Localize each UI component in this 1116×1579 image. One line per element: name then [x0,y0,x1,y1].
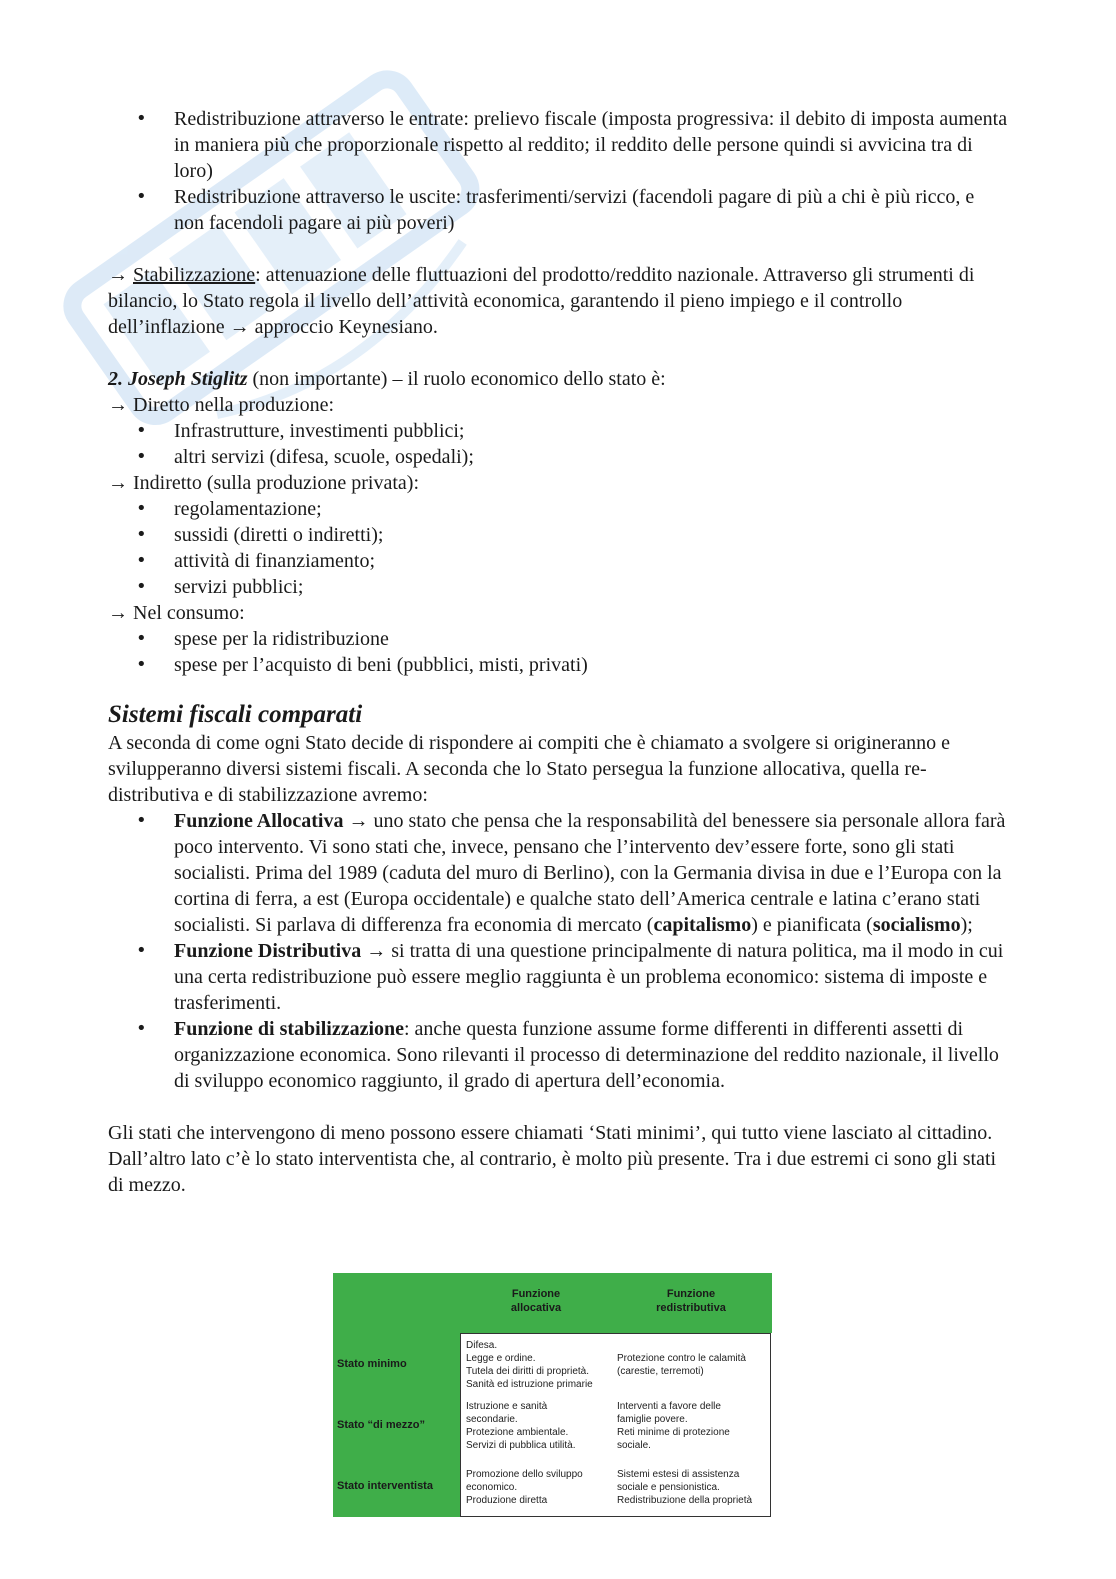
list-item [108,938,1008,1016]
funzione-allocativa-title: Funzione Allocativa [174,810,344,832]
list-item: • servizi pubblici; [108,574,1008,600]
stiglitz-rest: (non importante) – il ruolo economico dello stato è: [247,368,666,390]
list-item: • spese per la ridistribuzione [108,626,1008,652]
stabilizzazione-term: Stabilizzazione [133,264,256,286]
indiretto-list [108,496,1008,600]
stabilizzazione-text: : attenuazione delle fluttuazioni del prodotto/reddito nazionale. Attraverso gli strumenti di bilancio, lo Stato regola il livello dell’attività economica, garantendo il pieno impiego e il controllo dell’inflazione [108,264,975,338]
table-cell: Sistemi estesi di assistenza sociale e pensionistica. Redistribuzione della proprietà [617,1469,753,1506]
funzione-stabilizzazione-title: Funzione di stabilizzazione [174,1018,404,1040]
table-cell: Promozione dello sviluppo economico. Produzione diretta [466,1469,583,1506]
closing-paragraph: Gli stati che intervengono di meno possono essere chiamati ‘Stati minimi’, qui tutto viene lasciato al cittadino. Dall’altro lato c’è lo stato interventista che, al contrario, è molto più presente. Tra i due estremi ci sono gli stati di mezzo. [108,1122,997,1196]
row-header-stato-di-mezzo: Stato “di mezzo” [337,1419,426,1431]
list-item: • Redistribuzione attraverso le entrate: prelievo fiscale (imposta progressiva: il debito di imposta aumenta in maniera più che proporzionale rispetto al reddito; il reddito delle persone quindi si avvicina tra di loro) [108,106,1008,184]
stiglitz-title: 2. Joseph Stiglitz [108,368,248,390]
table-cell: Istruzione e sanità secondarie. Protezione ambientale. Servizi di pubblica utilità. [466,1401,576,1451]
arrow-glyph: → [229,316,250,338]
funzione-distributiva-text: → si tratta di una questione principalmente di natura politica, ma il modo in cui una certa redistribuzione può essere meglio raggiunta è un problema economico: sistema di imposte e trasferimenti. [174,940,1004,1014]
row-header-stato-interventista: Stato interventista [337,1480,433,1492]
list-item: • regolamentazione; [108,496,1008,522]
consumo-list [108,626,1008,678]
column-header-allocativa: Funzione allocativa [510,1288,562,1314]
comparison-table-figure [333,1273,772,1517]
funzione-stabilizzazione-text: : anche questa funzione assume forme differenti in differenti assetti di organizzazione economica. Sono rilevanti il processo di determinazione del reddito nazionale, il livello di sviluppo economico raggiunto, il grado di apertura dell’economia. [174,1018,999,1092]
list-item: • altri servizi (difesa, scuole, ospedali); [108,444,1008,470]
stabilizzazione-tail: approccio Keynesiano. [254,316,438,338]
section-heading: Sistemi fiscali comparati [108,701,363,728]
list-item: • sussidi (diretti o indiretti); [108,522,1008,548]
funzione-allocativa-text: → uno stato che pensa che la responsabilità del benessere sia personale allora farà poco intervento. Vi sono stati che, invece, pensano che l’intervento dev’essere forte, sono gli stati socialisti. Prima del 1989 (caduta del muro di Berlino), con la Germania divisa in due e l’Europa con la cortina di ferra, a est (Europa occidentale) e qualche stato dell’America centrale e latina c’erano stati socialisti. Si parlava di differenza fra economia di mercato ( [174,810,1006,936]
funzione-distributiva-title: Funzione Distributiva [174,940,362,962]
list-item [108,808,1008,938]
text-fragment: ); [960,914,973,936]
table-cell: Difesa. Legge e ordine. Tutela dei diritti di proprietà. Sanità ed istruzione primarie [466,1340,593,1390]
capitalismo-term: capitalismo [653,914,752,936]
sistemi-intro: A seconda di come ogni Stato decide di rispondere ai compiti che è chiamato a svolgere si origineranno e svilupperanno diversi sistemi fiscali. A seconda che lo Stato persegua la funzione allocativa, quella re-distributiva e di stabilizzazione avremo: [108,732,950,806]
list-item: • Infrastrutture, investimenti pubblici; [108,418,1008,444]
column-header-redistributiva: Funzione redistributiva [656,1288,726,1314]
list-item: • attività di finanziamento; [108,548,1008,574]
table-cell: Interventi a favore delle famiglie povere. Reti minime di protezione sociale. [617,1401,730,1451]
text-fragment: ) e pianificata ( [751,914,873,936]
arrow-glyph: → [108,264,128,286]
diretto-list [108,418,1008,470]
document-body [108,106,1008,1198]
diretto-line: → Diretto nella produzione: [108,394,335,416]
stiglitz-heading [108,366,1008,392]
indiretto-line: → Indiretto (sulla produzione privata): [108,472,420,494]
redistribuzione-list [108,106,1008,236]
list-item: • Redistribuzione attraverso le uscite: trasferimenti/servizi (facendoli pagare di più a chi è più ricco, e non facendoli pagare ai più poveri) [108,184,1008,236]
stabilizzazione-paragraph [108,262,1008,340]
socialismo-term: socialismo [872,914,961,936]
funzioni-list [108,808,1008,1094]
list-item: • spese per l’acquisto di beni (pubblici, misti, privati) [108,652,1008,678]
consumo-line: → Nel consumo: [108,602,245,624]
list-item [108,1016,1008,1094]
row-header-stato-minimo: Stato minimo [337,1358,407,1370]
table-cell: Protezione contro le calamità (carestie, terremoti) [617,1353,746,1377]
